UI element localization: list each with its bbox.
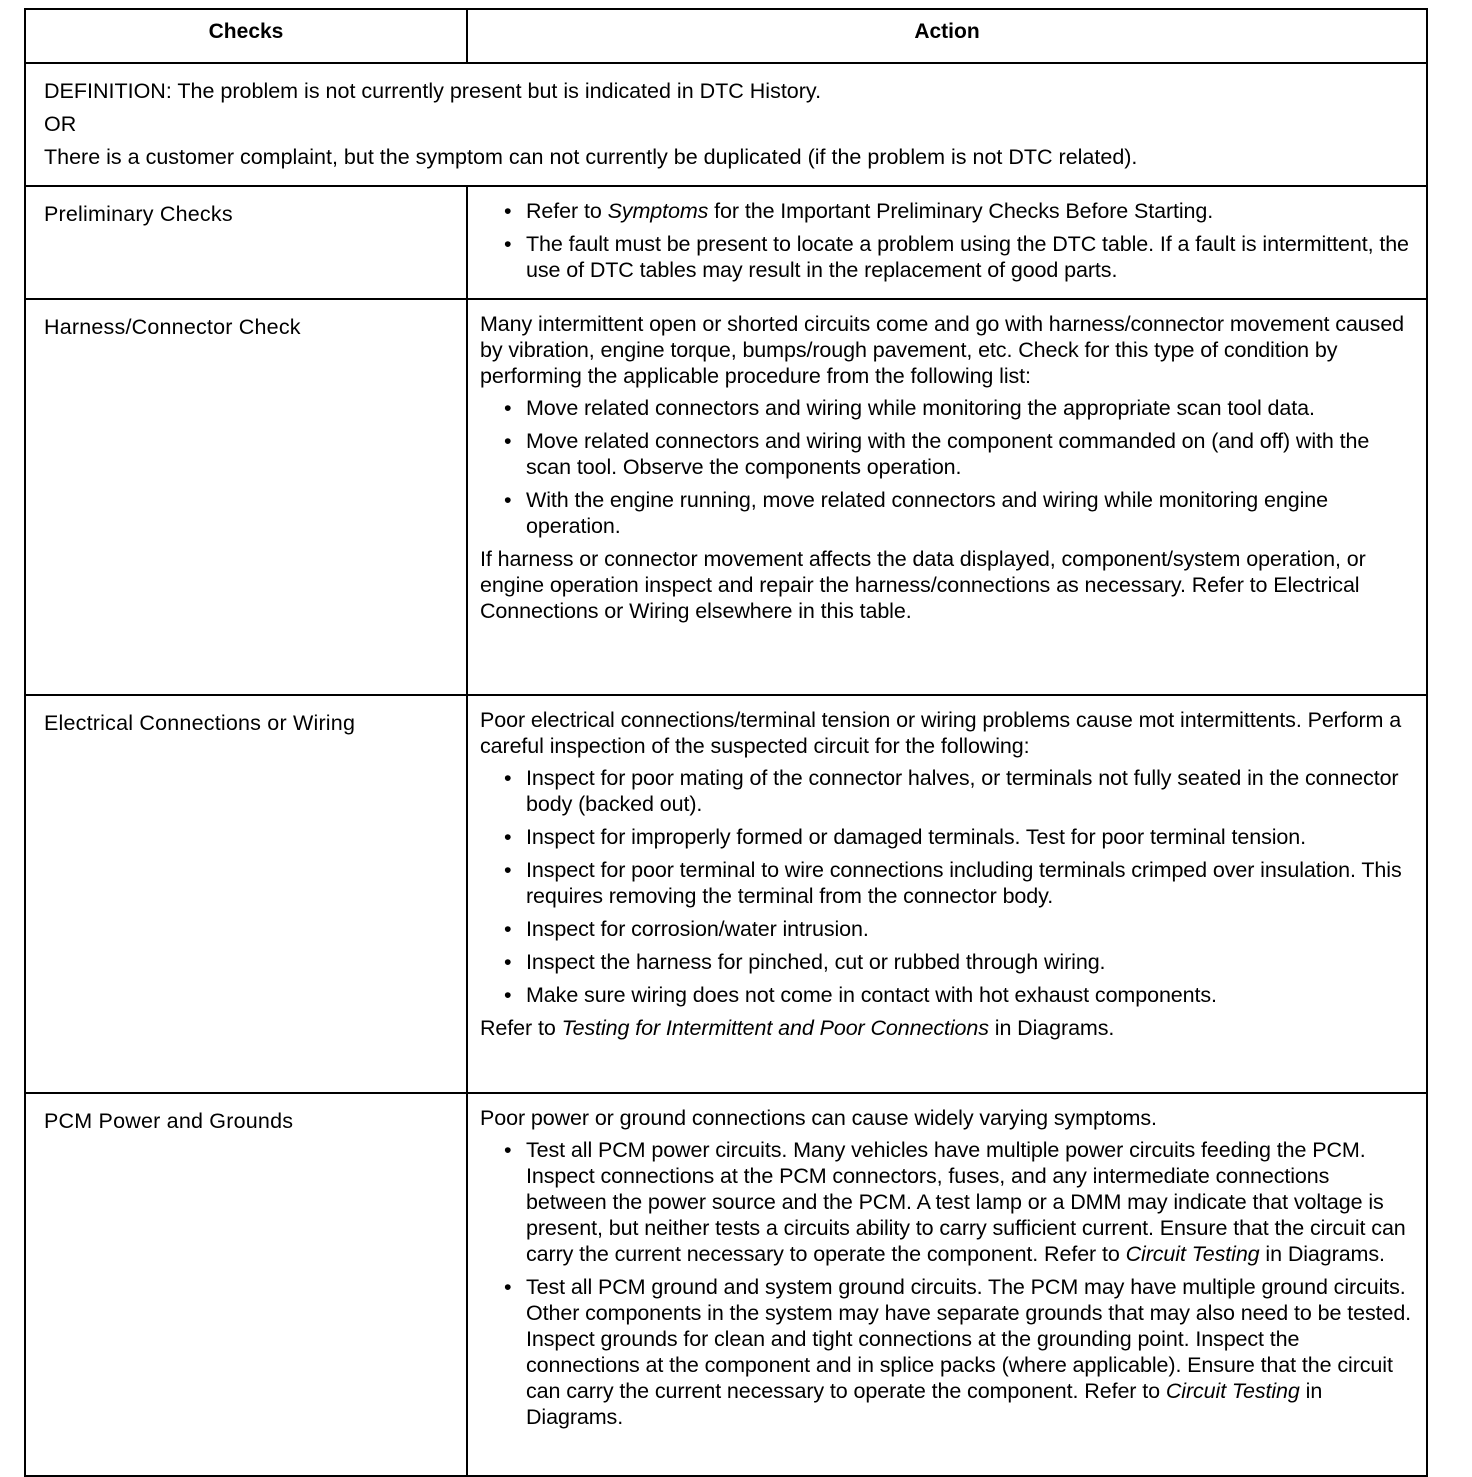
check-cell: Preliminary Checks [25,186,467,299]
action-cell [467,695,1427,1093]
list-item [480,487,1414,539]
text: With the engine running, move related connectors and wiring while monitoring engine operation. [526,488,1329,538]
bullet-icon: • [504,429,512,453]
header-action: Action [467,9,1427,63]
list-item [480,395,1414,421]
list-item [480,949,1414,975]
text: Make sure wiring does not come in contact with hot exhaust components. [526,983,1217,1007]
list-item [480,231,1414,283]
text: Move related connectors and wiring with the component commanded on (and off) with the scan tool. Observe the components operation. [526,429,1370,479]
intro-paragraph: Poor power or ground connections can cause widely varying symptoms. [480,1106,1157,1130]
text: Inspect for poor terminal to wire connections including terminals crimped over insulation. This requires removing the terminal from the connector body. [526,858,1402,908]
definition-cell [25,63,1427,186]
list-item [480,916,1414,942]
bullet-icon: • [504,950,512,974]
check-cell: Electrical Connections or Wiring [25,695,467,1093]
header-checks: Checks [25,9,467,63]
list-item [480,765,1414,817]
bullet-list [480,765,1414,1008]
text: in Diagrams. [988,1016,1115,1040]
action-cell [467,186,1427,299]
bullet-icon: • [504,488,512,512]
testing-reference: Testing for Intermittent and Poor Connections [561,1016,989,1040]
action-cell [467,1093,1427,1476]
definition-line: DEFINITION: The problem is not currently present but is indicated in DTC History. [44,79,822,103]
table-row-electrical-connections [25,695,1427,1093]
text: Refer to [480,1016,562,1040]
text: Inspect for poor mating of the connector halves, or terminals not fully seated in the connector body (backed out). [526,766,1399,816]
text: The fault must be present to locate a problem using the DTC table. If a fault is intermittent, the use of DTC tables may result in the replacement of good parts. [526,232,1409,282]
bullet-icon: • [504,232,512,256]
checks-action-table [24,8,1428,1477]
intro-paragraph: Poor electrical connections/terminal tension or wiring problems cause mot intermittents. Perform a careful inspection of the suspected circuit for the following: [480,708,1402,758]
definition-row [25,63,1427,186]
text: for the Important Preliminary Checks Before Starting. [708,199,1214,223]
bullet-icon: • [504,199,512,223]
list-item [480,198,1414,224]
definition-or: OR [44,112,77,136]
intermittent-conditions-document [24,8,1426,1477]
bullet-list [480,198,1414,283]
symptoms-reference: Symptoms [607,199,709,223]
action-cell [467,299,1427,695]
text: in Diagrams. [526,1379,1323,1429]
circuit-testing-reference: Circuit Testing [1165,1379,1300,1403]
table-row-preliminary-checks [25,186,1427,299]
bullet-icon: • [504,766,512,790]
check-cell: Harness/Connector Check [25,299,467,695]
table-row-harness-connector-check [25,299,1427,695]
bullet-icon: • [504,1138,512,1162]
text: Inspect for corrosion/water intrusion. [526,917,869,941]
definition-line: There is a customer complaint, but the symptom can not currently be duplicated (if the problem is not DTC related). [44,145,1138,169]
intro-paragraph: Many intermittent open or shorted circuits come and go with harness/connector movement caused by vibration, engine torque, bumps/rough pavement, etc. Check for this type of condition by performing the applicable procedure from the following list: [480,312,1405,388]
bullet-list [480,395,1414,539]
bullet-icon: • [504,1275,512,1299]
list-item [480,1137,1414,1267]
list-item [480,982,1414,1008]
bullet-icon: • [504,825,512,849]
text: Refer to [526,199,608,223]
table-header-row [25,9,1427,63]
list-item [480,428,1414,480]
list-item [480,824,1414,850]
bullet-icon: • [504,983,512,1007]
bullet-icon: • [504,917,512,941]
bullet-icon: • [504,396,512,420]
list-item [480,857,1414,909]
text: Inspect the harness for pinched, cut or rubbed through wiring. [526,950,1106,974]
list-item [480,1274,1414,1430]
circuit-testing-reference: Circuit Testing [1125,1242,1260,1266]
text: Test all PCM power circuits. Many vehicles have multiple power circuits feeding the PCM. Inspect connections at the PCM connectors, fuses, and any intermediate connections between the power source and the PCM. A test lamp or a DMM may indicate that voltage is present, but neither tests a circuits ability to carry sufficient current. Ensure that the circuit can carry the current necessary to operate the component. Refer to [526,1138,1406,1266]
outro-paragraph: If harness or connector movement affects the data displayed, component/system operation, or engine operation inspect and repair the harness/connections as necessary. Refer to Electrical Connections or Wiring elsewhere in this table. [480,547,1366,623]
bullet-icon: • [504,858,512,882]
text: in Diagrams. [1259,1242,1385,1266]
text: Inspect for improperly formed or damaged terminals. Test for poor terminal tension. [526,825,1306,849]
table-row-pcm-power-grounds [25,1093,1427,1476]
text: Test all PCM ground and system ground circuits. The PCM may have multiple ground circuits. Other components in the system may have separate grounds that may also need to be tested. Inspect grounds for clean and tight connections at the grounding point. Inspect the connections at the component and in splice packs (where applicable). Ensure that the circuit can carry the current necessary to operate the component. Refer to [526,1275,1412,1403]
text: Move related connectors and wiring while monitoring the appropriate scan tool data. [526,396,1315,420]
check-cell: PCM Power and Grounds [25,1093,467,1476]
outro-paragraph [480,1015,1414,1041]
bullet-list [480,1137,1414,1430]
